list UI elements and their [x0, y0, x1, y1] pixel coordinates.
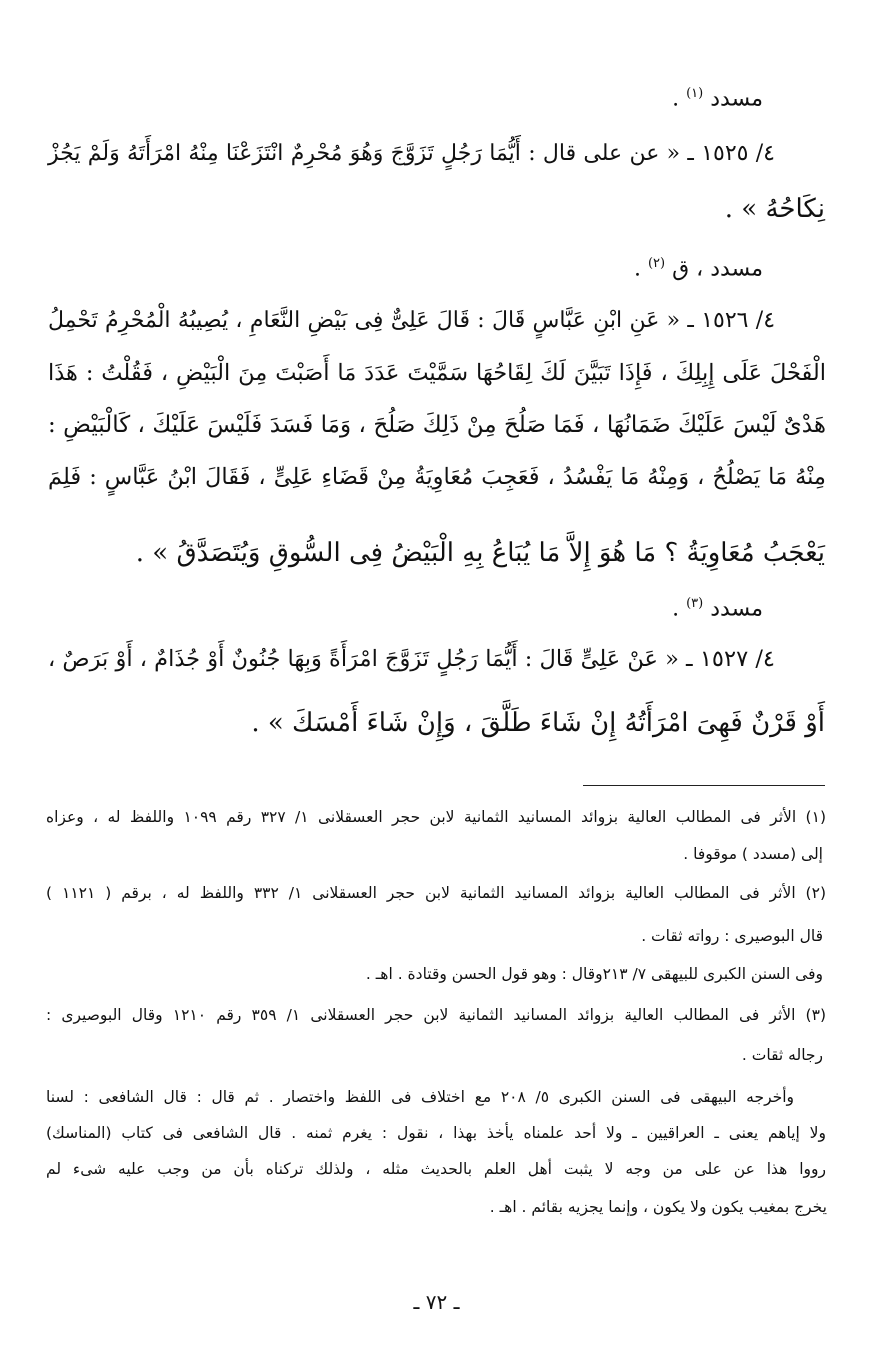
footnote-1-line-1: (١) الأثر فى المطالب العالية بزوائد المسانيد الثمانية لابن حجر العسقلانى ١/ ٣٢٧ رقم ١٠٩٩ واللفظ له ، وعزاه — [46, 808, 826, 826]
footnote-marker: (٣) — [686, 596, 704, 611]
footnote-3-line-4: ولا إياهم يعنى ـ العراقيين ـ ولا أحد علمناه يأخذ بهذا ، نقول : يغرم ثمنه . قال الشافعى فى كتاب (المناسك) — [46, 1124, 826, 1142]
footnote-1-line-2: إلى (مسدد ) موقوفا . — [683, 845, 823, 863]
footnote-marker: (١) — [686, 86, 704, 101]
source-citation-2: مسدد ، ق $^{(٢)}$ . — [633, 256, 763, 282]
hadith-1526-line-5: يَعْجَبُ مُعَاوِيَةُ ؟ مَا هُوَ إِلاَّ مَا يُبَاعُ بِهِ الْبَيْضُ فِى السُّوقِ وَيُتَصَدَّقُ » . — [135, 538, 825, 568]
hadith-1526-line-2: الْفَحْلَ عَلَى إِبِلِكَ ، فَإِذَا تَبَيَّنَ لَكَ لِقَاحُهَا سَمَّيْتَ عَدَدَ مَا أَصَبْتَ مِنَ الْبَيْضِ ، فَقُلْتُ : هَذَا — [48, 360, 826, 386]
footnote-marker: (٢) — [647, 256, 666, 271]
hadith-1527-line-2: أَوْ قَرْنٌ فَهِىَ امْرَأَتُهُ إِنْ شَاءَ طَلَّقَ ، وَإِنْ شَاءَ أَمْسَكَ » . — [251, 708, 825, 738]
page-number: ـ ٧٢ ـ — [413, 1290, 460, 1314]
source-citation-1: مسدد $^{(١)}$ . — [672, 86, 763, 112]
footnote-2-line-1: (٢) الأثر فى المطالب العالية بزوائد المسانيد الثمانية لابن حجر العسقلانى ١/ ٣٣٢ واللفظ له ، برقم ( ١١٢١ ) — [46, 884, 826, 902]
footnote-3-line-6: يخرج بمغيب يكون ولا يكون ، وإنما يجزيه بقائم . اهـ . — [489, 1198, 827, 1216]
source-citation-3: مسدد $^{(٣)}$ . — [672, 596, 763, 622]
hadith-1526-line-1: ٤/ ١٥٢٦ ـ « عَنِ ابْنِ عَبَّاسٍ قَالَ : قَالَ عَلِىٌّ فِى بَيْضِ النَّعَامِ ، يُصِيبُهُ الْمُحْرِمُ تَحْمِلُ — [48, 308, 776, 333]
source-text: مسدد ، ق — [672, 256, 763, 282]
footnote-3-line-2: رجاله ثقات . — [741, 1046, 823, 1064]
footnote-2-line-2: قال البوصيرى : رواته ثقات . — [641, 927, 823, 945]
footnote-3-line-1: (٣) الأثر فى المطالب العالية بزوائد المسانيد الثمانية لابن حجر العسقلانى ١/ ٣٥٩ رقم ١٢١٠ وقال البوصيرى : — [46, 1006, 826, 1024]
footnote-separator — [583, 785, 825, 786]
footnote-3-line-3: وأخرجه البيهقى فى السنن الكبرى ٥/ ٢٠٨ مع اختلاف فى اللفظ واختصار . ثم قال : قال الشافعى : لسنا — [46, 1088, 795, 1106]
hadith-1527-line-1: ٤/ ١٥٢٧ ـ « عَنْ عَلِىٍّ قَالَ : أَيُّمَا رَجُلٍ تَزَوَّجَ امْرَأَةً وَبِهَا جُنُونٌ أَوْ جُذَامٌ ، أَوْ بَرَصٌ ، — [48, 646, 775, 672]
source-text: مسدد — [710, 86, 763, 112]
footnote-2-line-3: وفى السنن الكبرى للبيهقى ٧/ ٢١٣وقال : وهو قول الحسن وقتادة . اهـ . — [365, 965, 823, 983]
hadith-1525-line-1: ٤/ ١٥٢٥ ـ « عن على قال : أَيُّمَا رَجُلٍ تَزَوَّجَ وَهُوَ مُحْرِمٌ انْتَزَعْنَا مِنْهُ امْرَأَتَهُ وَلَمْ يَجُزْ — [48, 141, 775, 166]
source-text: مسدد — [710, 596, 763, 622]
hadith-1526-line-3: هَدْىٌ لَيْسَ عَلَيْكَ ضَمَانُهَا ، فَمَا صَلُحَ مِنْ ذَلِكَ صَلُحَ ، وَمَا فَسَدَ فَلَيْسَ عَلَيْكَ ، كَالْبَيْضِ : — [48, 412, 826, 438]
hadith-1525-line-2: نِكَاحُهُ » . — [724, 194, 825, 224]
footnote-3-line-5: رووا هذا عن على من وجه لا يثبت أهل العلم بالحديث مثله ، ولذلك تركناه بأن من وجب عليه شىء لم — [46, 1160, 826, 1178]
hadith-1526-line-4: مِنْهُ مَا يَصْلُحُ ، وَمِنْهُ مَا يَفْسُدُ ، فَعَجِبَ مُعَاوِيَةُ مِنْ قَضَاءِ عَلِىٍّ ، فَقَالَ ابْنُ عَبَّاسٍ : فَلِمَ — [48, 464, 826, 490]
